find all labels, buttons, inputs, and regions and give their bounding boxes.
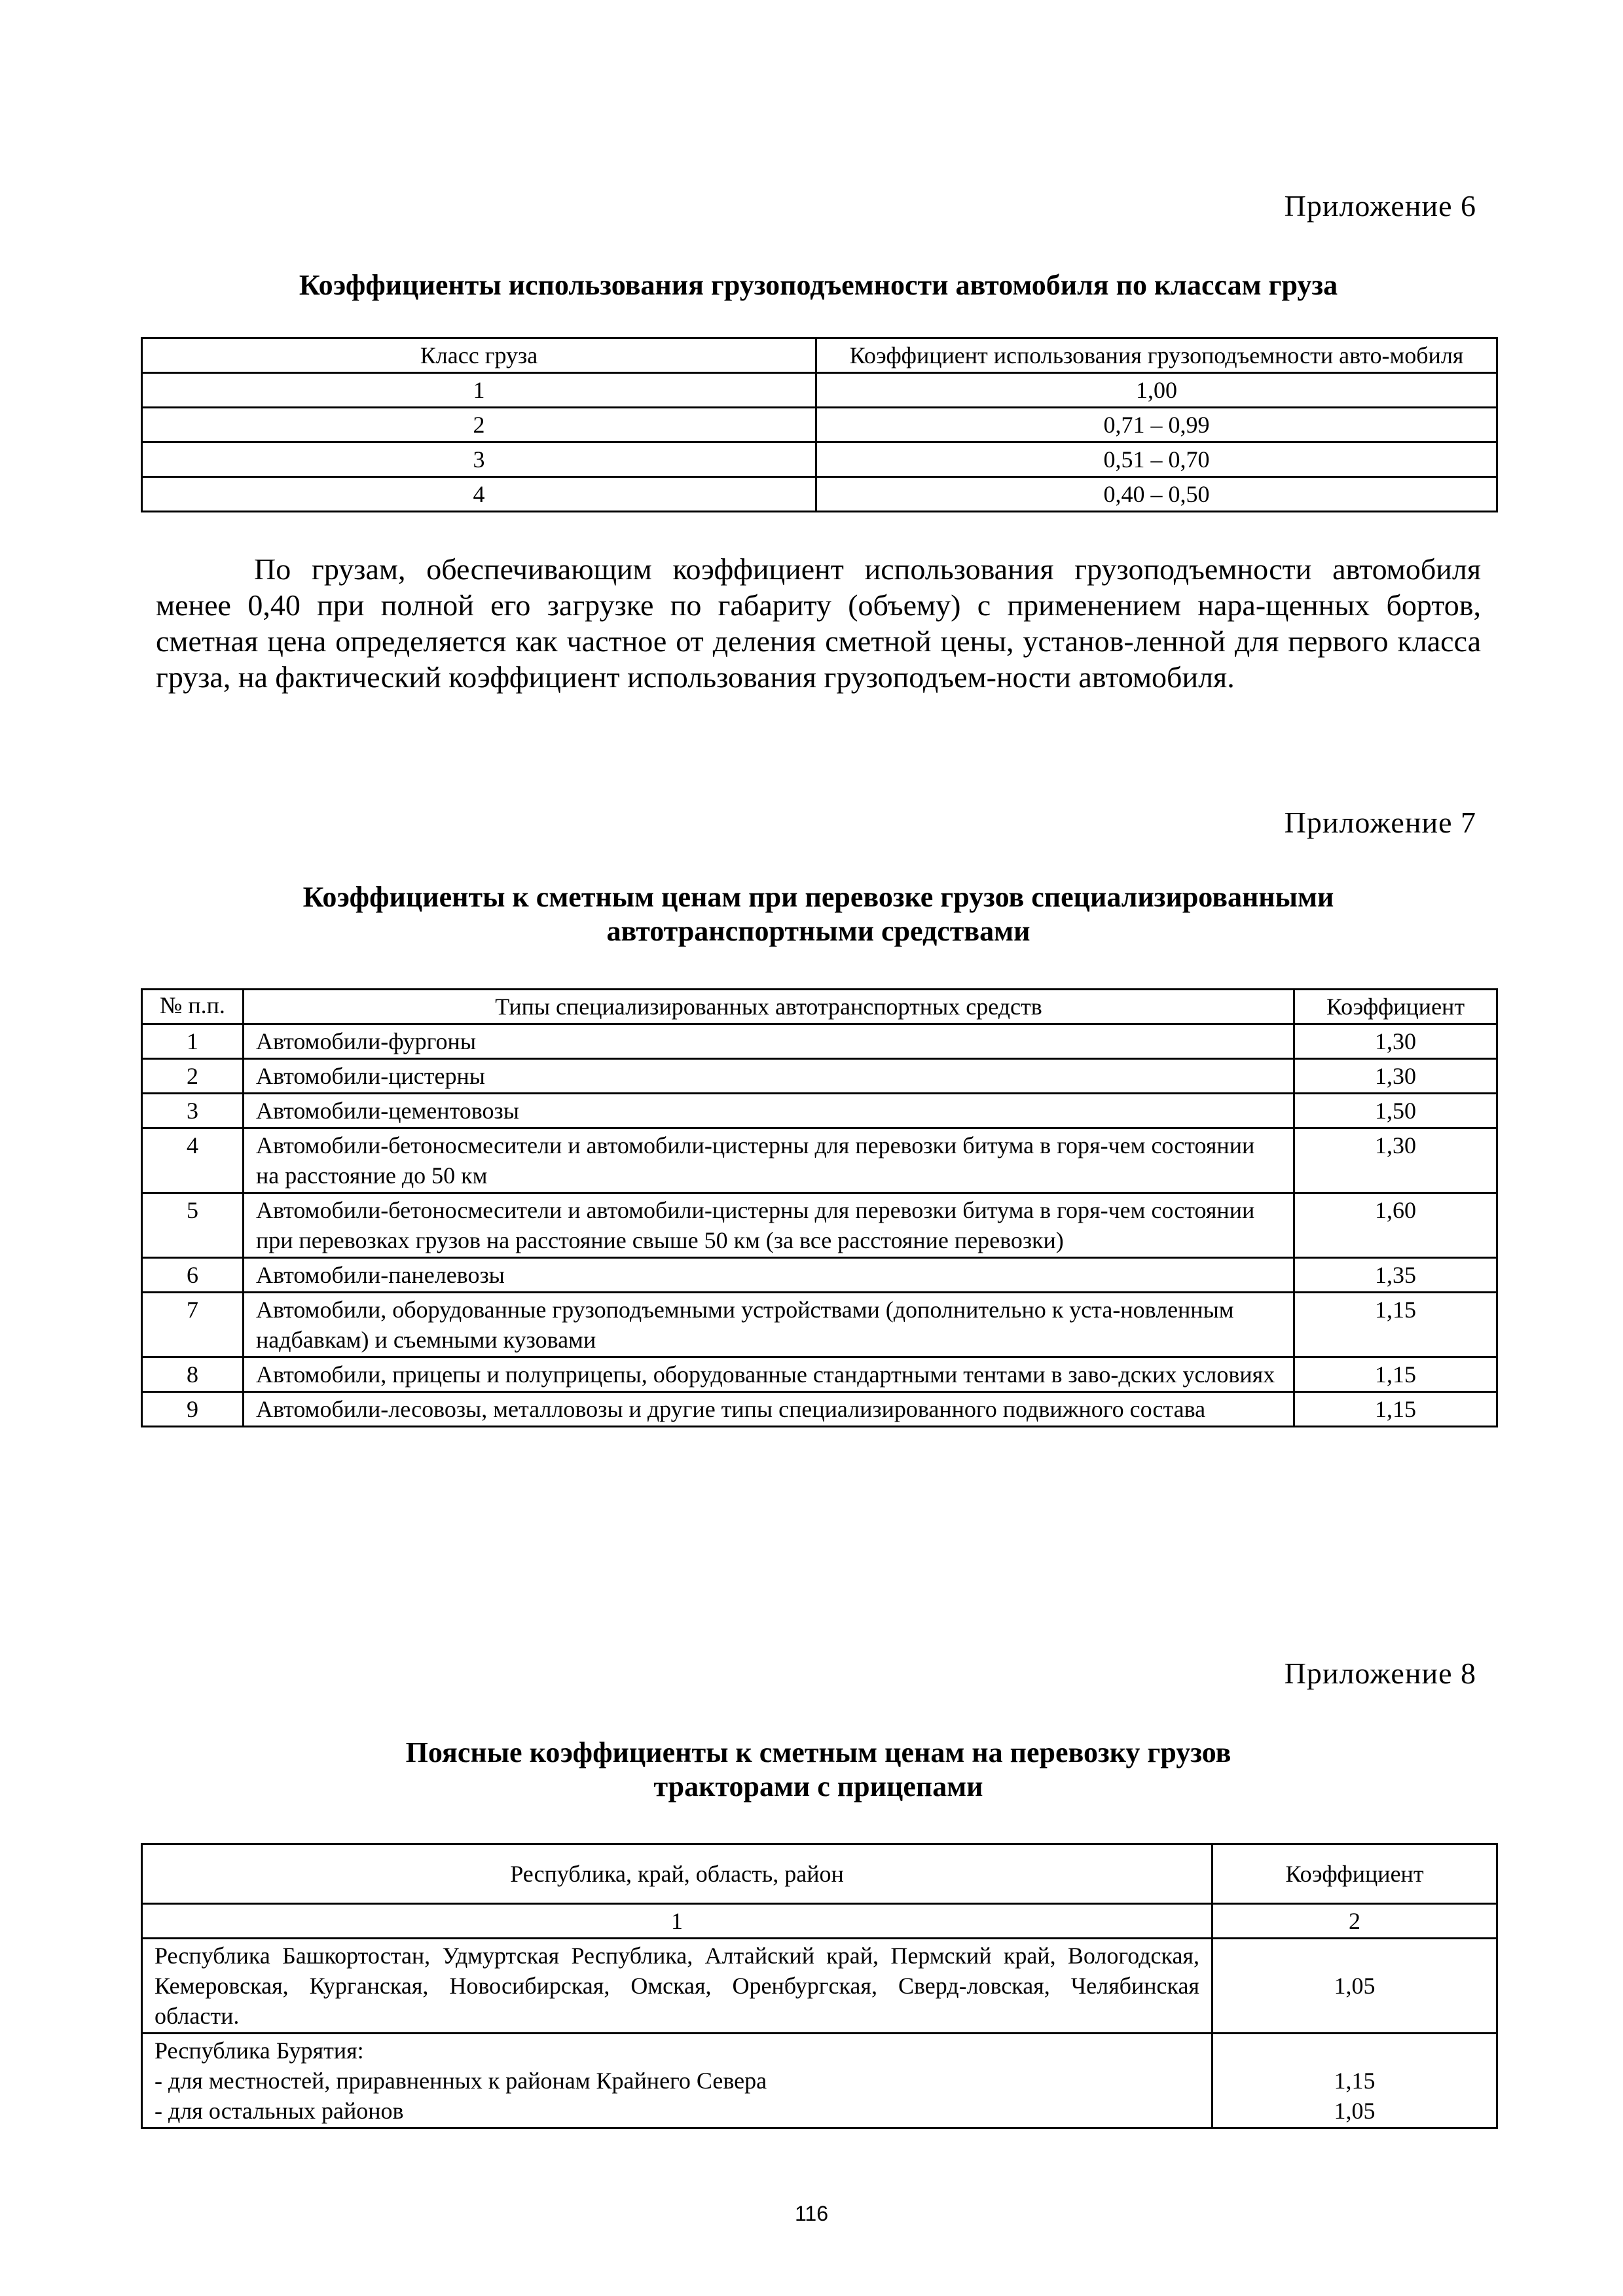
vehicle-type-cell: Автомобили-лесовозы, металловозы и другие типы специализированного подвижного состава — [244, 1392, 1294, 1427]
coef-cell: 0,51 – 0,70 — [816, 442, 1497, 477]
region-cell: Республика Башкортостан, Удмуртская Республика, Алтайский край, Пермский край, Вологодская, Кемеровская, Курганская, Новосибирская, Омская, Оренбургская, Сверд-ловская, Челябинская области. — [142, 1939, 1213, 2034]
coefficient-cell: 1,35 — [1294, 1258, 1497, 1293]
row-number: 1 — [142, 1024, 244, 1059]
coefficient-cell: 1,15 — [1294, 1357, 1497, 1392]
table-header-row — [142, 990, 1497, 1024]
subitem-coefficient: 1,15 — [1334, 2068, 1376, 2094]
table-row — [142, 373, 1497, 408]
coef-cell: 0,71 – 0,99 — [816, 408, 1497, 442]
coefficient-cell: 1,05 — [1213, 1939, 1497, 2034]
vehicle-type-cell: Автомобили-панелевозы — [244, 1258, 1294, 1293]
row-number: 6 — [142, 1258, 244, 1293]
row-number: 3 — [142, 1094, 244, 1128]
vehicle-type-cell: Автомобили, прицепы и полуприцепы, оборудованные стандартными тентами в заво-дских условиях — [244, 1357, 1294, 1392]
subitem-coefficient: 1,05 — [1334, 2098, 1376, 2124]
cargo-class-cell: 1 — [142, 373, 816, 408]
coefficient-cell: 1,15 — [1294, 1293, 1497, 1357]
header-number: № п.п. — [142, 990, 244, 1024]
coef-cell: 1,00 — [816, 373, 1497, 408]
header-cargo-class: Класс груза — [142, 338, 816, 373]
cargo-class-table — [141, 337, 1498, 512]
row-number: 9 — [142, 1392, 244, 1427]
header-vehicle-type: Типы специализированных автотранспортных средств — [244, 990, 1294, 1024]
coefficient-cell: 1,30 — [1294, 1024, 1497, 1059]
header-region: Республика, край, область, район — [142, 1844, 1213, 1904]
appendix-7-label: Приложение 7 — [1284, 806, 1476, 839]
page-number: 116 — [794, 2202, 828, 2225]
vehicle-type-cell: Автомобили-фургоны — [244, 1024, 1294, 1059]
row-number: 2 — [142, 1059, 244, 1094]
table-header-row — [142, 1844, 1497, 1904]
vehicle-type-cell: Автомобили-бетоносмесители и автомобили-цистерны для перевозки битума в горя-чем состоянии при перевозках грузов на расстояние свыше 50 км (за все расстояние перевозки) — [244, 1193, 1294, 1258]
appendix-8-title-line2: тракторами с прицепами — [653, 1770, 983, 1803]
table-row — [142, 1024, 1497, 1059]
table-header-row — [142, 338, 1497, 373]
region-subitem: - для местностей, приравненных к районам Крайнего Севера — [155, 2068, 767, 2094]
row-number: 4 — [142, 1128, 244, 1193]
coefficient-cell: 1,30 — [1294, 1128, 1497, 1193]
appendix-6-label: Приложение 6 — [1284, 189, 1476, 223]
appendix-6-title: Коэффициенты использования грузоподъемности автомобиля по классам груза — [299, 269, 1338, 301]
header-coefficient: Коэффициент — [1213, 1844, 1497, 1904]
table-row — [142, 1293, 1497, 1357]
coef-cell: 0,40 – 0,50 — [816, 477, 1497, 512]
vehicle-type-cell: Автомобили, оборудованные грузоподъемными устройствами (дополнительно к уста-новленным надбавкам) и съемными кузовами — [244, 1293, 1294, 1357]
coefficient-cell: 1,15 — [1294, 1392, 1497, 1427]
region-title: Республика Бурятия: — [155, 2037, 364, 2064]
table-row — [142, 1357, 1497, 1392]
cargo-class-cell: 4 — [142, 477, 816, 512]
appendix-8-label: Приложение 8 — [1284, 1657, 1476, 1690]
vehicle-type-cell: Автомобили-бетоносмесители и автомобили-цистерны для перевозки битума в горя-чем состоянии на расстояние до 50 км — [244, 1128, 1294, 1193]
row-number: 7 — [142, 1293, 244, 1357]
column-number-2: 2 — [1213, 1904, 1497, 1939]
table-row — [142, 1392, 1497, 1427]
coefficient-cell: 1,60 — [1294, 1193, 1497, 1258]
table-row — [142, 1193, 1497, 1258]
row-number: 8 — [142, 1357, 244, 1392]
table-row — [142, 2034, 1497, 2128]
appendix-8-title-line1: Поясные коэффициенты к сметным ценам на перевозку грузов — [405, 1736, 1231, 1768]
cargo-class-cell: 2 — [142, 408, 816, 442]
appendix-6-paragraph: По грузам, обеспечивающим коэффициент использования грузоподъемности автомобиля менее 0,40 при полной его загрузке по габариту (объему) с применением нара-щенных бортов, сметная цена определяется как частное от деления сметной цены, установ-ленной для первого класса груза, на фактический коэффициент использования грузоподъем-ности автомобиля. — [156, 552, 1481, 694]
table-row — [142, 1258, 1497, 1293]
coefficient-cell — [1213, 2034, 1497, 2128]
column-number-1: 1 — [142, 1904, 1213, 1939]
appendix-7-title-line1: Коэффициенты к сметным ценам при перевозке грузов специализированными — [302, 881, 1334, 913]
table-row — [142, 442, 1497, 477]
coefficient-cell: 1,50 — [1294, 1094, 1497, 1128]
cargo-class-cell: 3 — [142, 442, 816, 477]
regional-coefficients-table — [141, 1843, 1498, 2129]
row-number: 5 — [142, 1193, 244, 1258]
appendix-8-title — [141, 1736, 1496, 1804]
vehicle-type-cell: Автомобили-цементовозы — [244, 1094, 1294, 1128]
table-row — [142, 1128, 1497, 1193]
header-coefficient: Коэффициент — [1294, 990, 1497, 1024]
table-row — [142, 1094, 1497, 1128]
region-subitem: - для остальных районов — [155, 2098, 404, 2124]
specialized-vehicles-table — [141, 988, 1498, 1427]
table-row — [142, 477, 1497, 512]
table-row — [142, 1939, 1497, 2034]
appendix-7-title-line2: автотранспортными средствами — [606, 915, 1030, 947]
appendix-7-title — [141, 880, 1496, 948]
table-numbering-row — [142, 1904, 1497, 1939]
header-utilization-coef: Коэффициент использования грузоподъемности авто-мобиля — [816, 338, 1497, 373]
region-cell — [142, 2034, 1213, 2128]
table-row — [142, 408, 1497, 442]
table-row — [142, 1059, 1497, 1094]
coefficient-cell: 1,30 — [1294, 1059, 1497, 1094]
vehicle-type-cell: Автомобили-цистерны — [244, 1059, 1294, 1094]
